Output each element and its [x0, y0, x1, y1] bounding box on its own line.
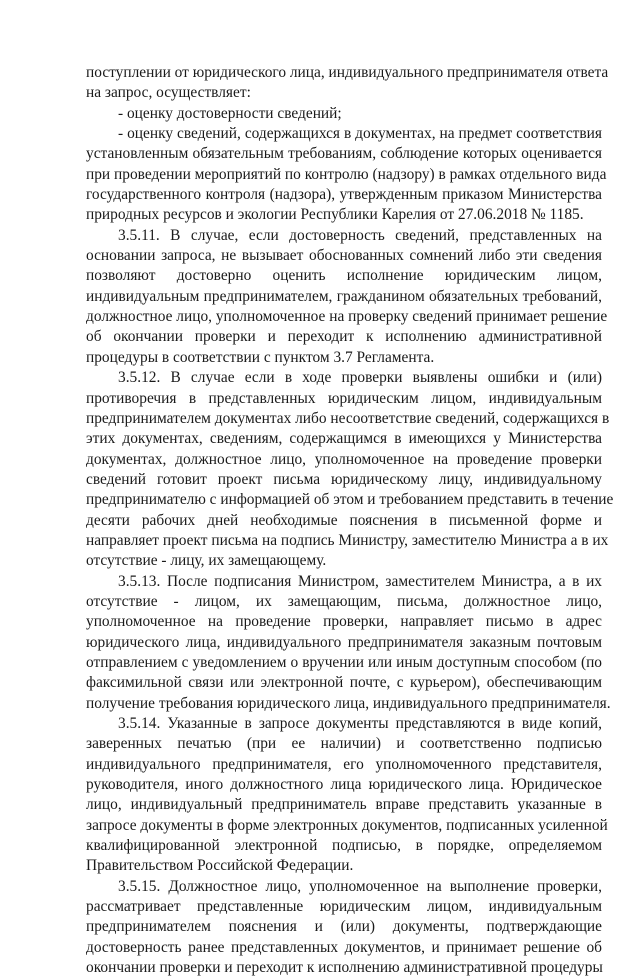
text-line: уполномоченное на проведение проверки, направляет письмо в адрес — [86, 613, 602, 631]
paragraph-3-5-11 — [86, 226, 608, 368]
text-line: отправлением с уведомлением о вручении или иным доступным способом (по — [86, 653, 602, 671]
paragraph-3-5-15 — [86, 877, 602, 978]
text-line: отсутствие - лицом, их замещающим, письма, должностное лицо, — [86, 592, 602, 610]
text-line: рассматривает представленные юридическим лицом, индивидуальным — [86, 898, 602, 916]
text-line: 3.5.12. В случае если в ходе проверки выявлены ошибки и (или) — [118, 369, 602, 387]
paragraph-3-5-12 — [86, 368, 614, 571]
text-line: квалифицированной электронной подписью, в порядке, определяемом — [86, 837, 602, 855]
text-line: об окончании проверки и переходит к исполнению административной — [86, 328, 602, 346]
text-line: противоречия в представленных юридическим лицом, индивидуальным — [86, 389, 602, 407]
text-line: должностное лицо, уполномоченное на проверку сведений принимает решение — [86, 308, 608, 326]
document-page — [86, 63, 614, 978]
text-line: - оценку достоверности сведений; — [118, 104, 342, 122]
text-line: государственного контроля (надзора), утвержденным приказом Министерства — [86, 186, 602, 204]
bullet-item-assessment — [86, 124, 607, 226]
text-line: этих документах, сведениям, содержащимся в имеющихся у Министерства — [86, 430, 602, 448]
text-line: сведений готовит проект письма юридическому лицу, индивидуальному — [86, 470, 602, 488]
text-line: Правительством Российской Федерации. — [86, 857, 354, 875]
text-line: 3.5.14. Указанные в запросе документы представляются в виде копий, — [118, 715, 602, 732]
text-line: на запрос, осуществляет: — [86, 84, 251, 102]
text-line: 3.5.15. Должностное лицо, уполномоченное на выполнение проверки, — [118, 877, 602, 895]
text-line: юридического лица, индивидуального предпринимателя заказным почтовым — [86, 633, 602, 651]
text-line: направляет проект письма на подпись Министру, заместителю Министра а в их — [86, 531, 609, 549]
text-line: позволяют достоверно оценить исполнение юридическим лицом, — [86, 267, 602, 285]
text-line: отсутствие - лицу, их замещающему. — [86, 552, 327, 570]
text-line: установленным обязательным требованиям, соблюдение которых оценивается — [86, 145, 602, 163]
text-line: индивидуальным предпринимателем, гражданином обязательных требований, — [86, 287, 602, 305]
text-line: достоверность ранее представленных документов, и принимает решение об — [86, 938, 602, 956]
text-line: предпринимателю с информацией об этом и требованием представить в течение — [86, 491, 614, 509]
text-line: поступлении от юридического лица, индивидуального предпринимателя ответа — [86, 64, 609, 81]
text-line: процедуры в соответствии с пунктом 3.7 Регламента. — [86, 348, 435, 366]
paragraph-3-5-14 — [86, 714, 608, 877]
text-line: десяти рабочих дней необходимые пояснения в письменной форме и — [86, 511, 602, 529]
text-line: получение требования юридического лица, индивидуального предпринимателя. — [86, 694, 611, 712]
text-line: 3.5.11. В случае, если достоверность сведений, представленных на — [118, 226, 602, 244]
bullet-item-reliability — [86, 104, 602, 124]
intro-paragraph — [86, 63, 609, 104]
text-line: 3.5.13. После подписания Министром, заместителем Министра, а в их — [118, 572, 602, 590]
text-line: основании запроса, не вызывает обоснованных сомнений либо эти сведения — [86, 247, 602, 265]
text-line: документах, должностное лицо, уполномоченное на проведение проверки — [86, 450, 602, 468]
text-line: - оценку сведений, содержащихся в документах, на предмет соответствия — [118, 125, 602, 143]
paragraph-3-5-13 — [86, 572, 611, 714]
text-line: руководителя, иного должностного лица юридического лица. Юридическое — [86, 776, 602, 794]
text-line: лицо, индивидуальный предприниматель вправе представить указанные в — [86, 796, 602, 814]
text-line: факсимильной связи или электронной почте, с курьером), обеспечивающим — [86, 674, 602, 692]
text-line: заверенных печатью (при ее наличии) и соответственно подписью — [86, 735, 602, 753]
text-line: предпринимателем пояснения и (или) документы, подтверждающие — [86, 918, 602, 936]
text-line: природных ресурсов и экологии Республики Карелия от 27.06.2018 № 1185. — [86, 206, 584, 224]
text-line: окончании проверки и переходит к исполнению административной процедуры — [86, 959, 603, 977]
text-line: запросе документы в форме электронных документов, подписанных усиленной — [86, 816, 608, 834]
text-line: при проведении мероприятий по контролю (надзору) в рамках отдельного вида — [86, 165, 607, 183]
text-line: предпринимателем документах либо несоответствие сведений, содержащихся в — [86, 409, 610, 427]
text-line: индивидуального предпринимателя, его уполномоченного представителя, — [86, 755, 602, 773]
